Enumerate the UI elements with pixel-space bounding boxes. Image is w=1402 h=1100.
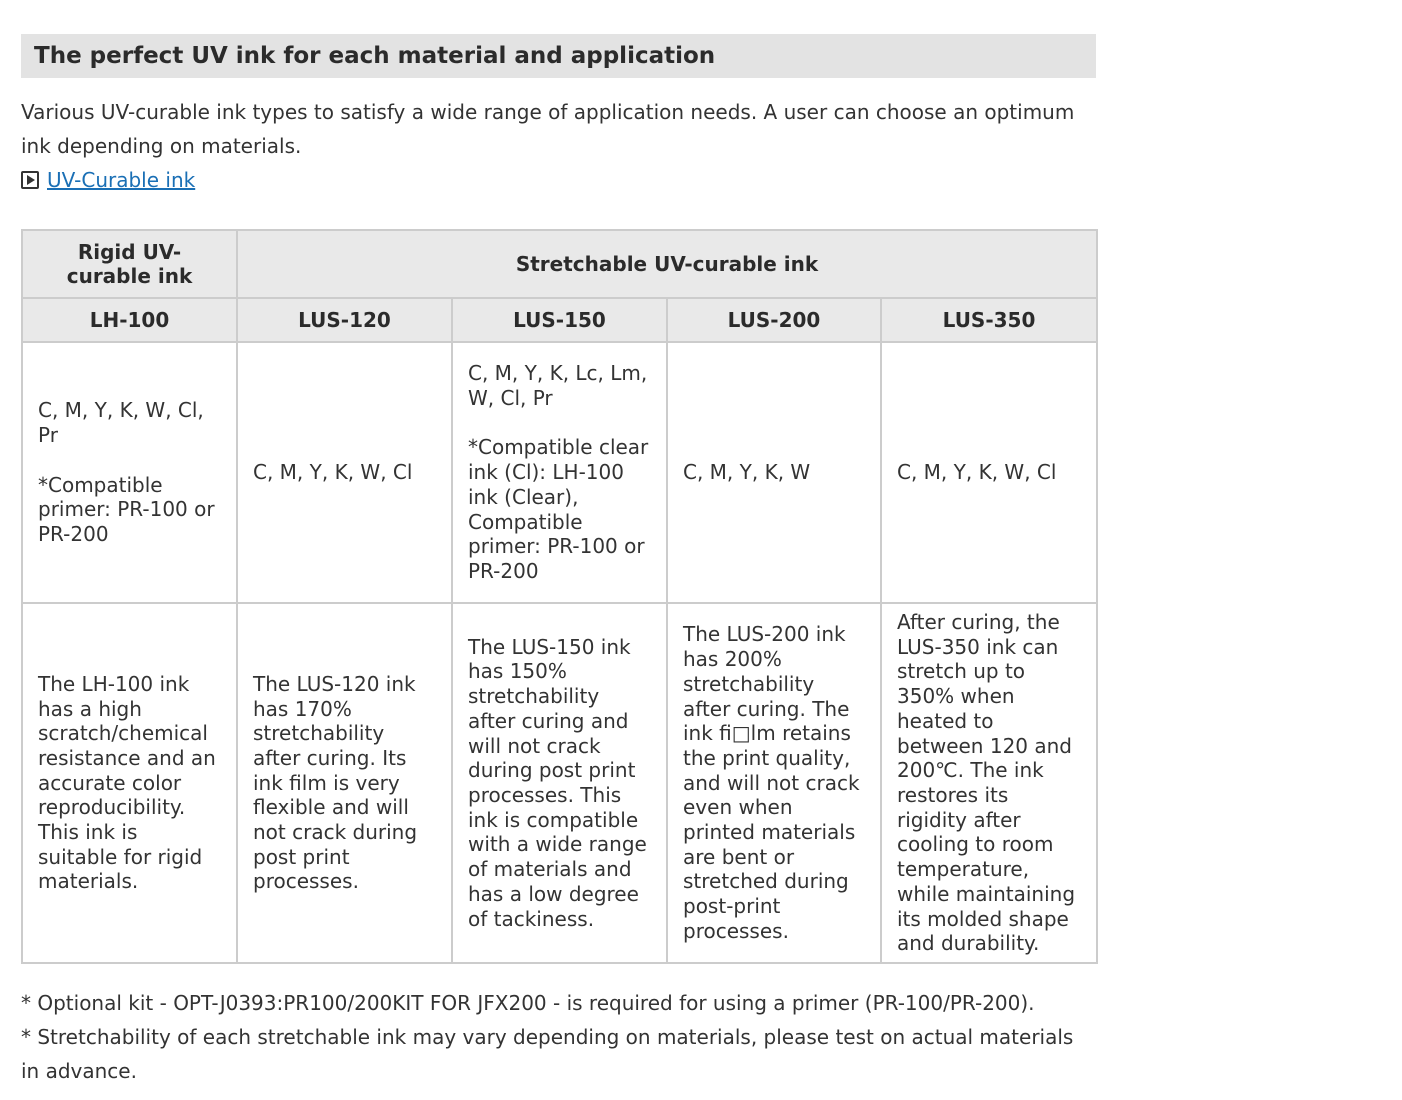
cell-text: C, M, Y, K, W, Cl, Pr *Compatible primer: PR-100 or PR-200 bbox=[38, 398, 215, 546]
cell-text: C, M, Y, K, W, Cl bbox=[253, 460, 413, 485]
table-group-header-row bbox=[22, 230, 1097, 298]
colors-cell-lus-200 bbox=[667, 342, 881, 603]
cell-text: The LUS-150 ink has 150% stretchability after curing and will not crack during post print processes. This ink is compatible with a wide range of materials and has a low degree of tackiness. bbox=[468, 634, 647, 931]
description-cell-lus-350 bbox=[881, 603, 1097, 963]
stretchable-ink-header-label: Stretchable UV-curable ink bbox=[515, 252, 819, 276]
stretchable-ink-header bbox=[237, 230, 1097, 298]
section-title: The perfect UV ink for each material and application bbox=[21, 34, 1096, 78]
intro-text: Various UV-curable ink types to satisfy a wide range of application needs. A user can choose an optimum ink depending on materials. bbox=[21, 100, 1075, 158]
rigid-ink-header-label: Rigid UV-curable ink bbox=[66, 240, 193, 288]
footnote-stretchability: * Stretchability of each stretchable ink may vary depending on materials, please test on actual materials in advance. bbox=[21, 1025, 1074, 1083]
ink-comparison-table bbox=[21, 229, 1098, 964]
column-header-lh-100: LH-100 bbox=[22, 298, 237, 342]
uv-curable-ink-link-row[interactable] bbox=[21, 163, 1096, 197]
colors-cell-lus-150 bbox=[452, 342, 667, 603]
table-row bbox=[22, 603, 1097, 963]
content-area bbox=[21, 34, 1096, 1088]
cell-text: After curing, the LUS-350 ink can stretch up to 350% when heated to between 120 and 200℃. The ink restores its rigidity after cooling to room temperature, while maintaining its molded shape and durability. bbox=[897, 610, 1076, 956]
column-header-lus-150: LUS-150 bbox=[452, 298, 667, 342]
description-cell-lus-120 bbox=[237, 603, 452, 963]
cell-text: The LH-100 ink has a high scratch/chemical resistance and an accurate color reproducibility. This ink is suitable for rigid materials. bbox=[38, 671, 216, 894]
cell-text: C, M, Y, K, Lc, Lm, W, Cl, Pr *Compatible clear ink (Cl): LH-100 ink (Clear), Compatible primer: PR-100 or PR-200 bbox=[468, 361, 649, 583]
uv-curable-ink-link[interactable]: UV-Curable ink bbox=[47, 168, 196, 192]
cell-text: C, M, Y, K, W bbox=[683, 460, 811, 485]
description-cell-lus-150 bbox=[452, 603, 667, 963]
table-column-header-row bbox=[22, 298, 1097, 342]
column-header-lus-350: LUS-350 bbox=[881, 298, 1097, 342]
column-header-lus-200: LUS-200 bbox=[667, 298, 881, 342]
colors-cell-lh-100 bbox=[22, 342, 237, 603]
cell-text: The LUS-200 ink has 200% stretchability after curing. The ink fi□lm retains the print quality, and will not crack even when printed materials are bent or stretched during post-print processes. bbox=[683, 622, 860, 943]
footnote-primer-kit: * Optional kit - OPT-J0393:PR100/200KIT FOR JFX200 - is required for using a primer (PR-100/PR-200). bbox=[21, 991, 1035, 1015]
colors-cell-lus-350 bbox=[881, 342, 1097, 603]
rigid-ink-header bbox=[22, 230, 237, 298]
description-cell-lus-200 bbox=[667, 603, 881, 963]
play-icon bbox=[21, 171, 39, 189]
cell-text: C, M, Y, K, W, Cl bbox=[897, 460, 1057, 485]
footnotes bbox=[21, 986, 1096, 1088]
description-cell-lh-100 bbox=[22, 603, 237, 963]
column-header-lus-120: LUS-120 bbox=[237, 298, 452, 342]
cell-text: The LUS-120 ink has 170% stretchability after curing. Its ink film is very flexible and will not crack during post print processes. bbox=[253, 671, 418, 894]
colors-cell-lus-120 bbox=[237, 342, 452, 603]
table-row bbox=[22, 342, 1097, 603]
